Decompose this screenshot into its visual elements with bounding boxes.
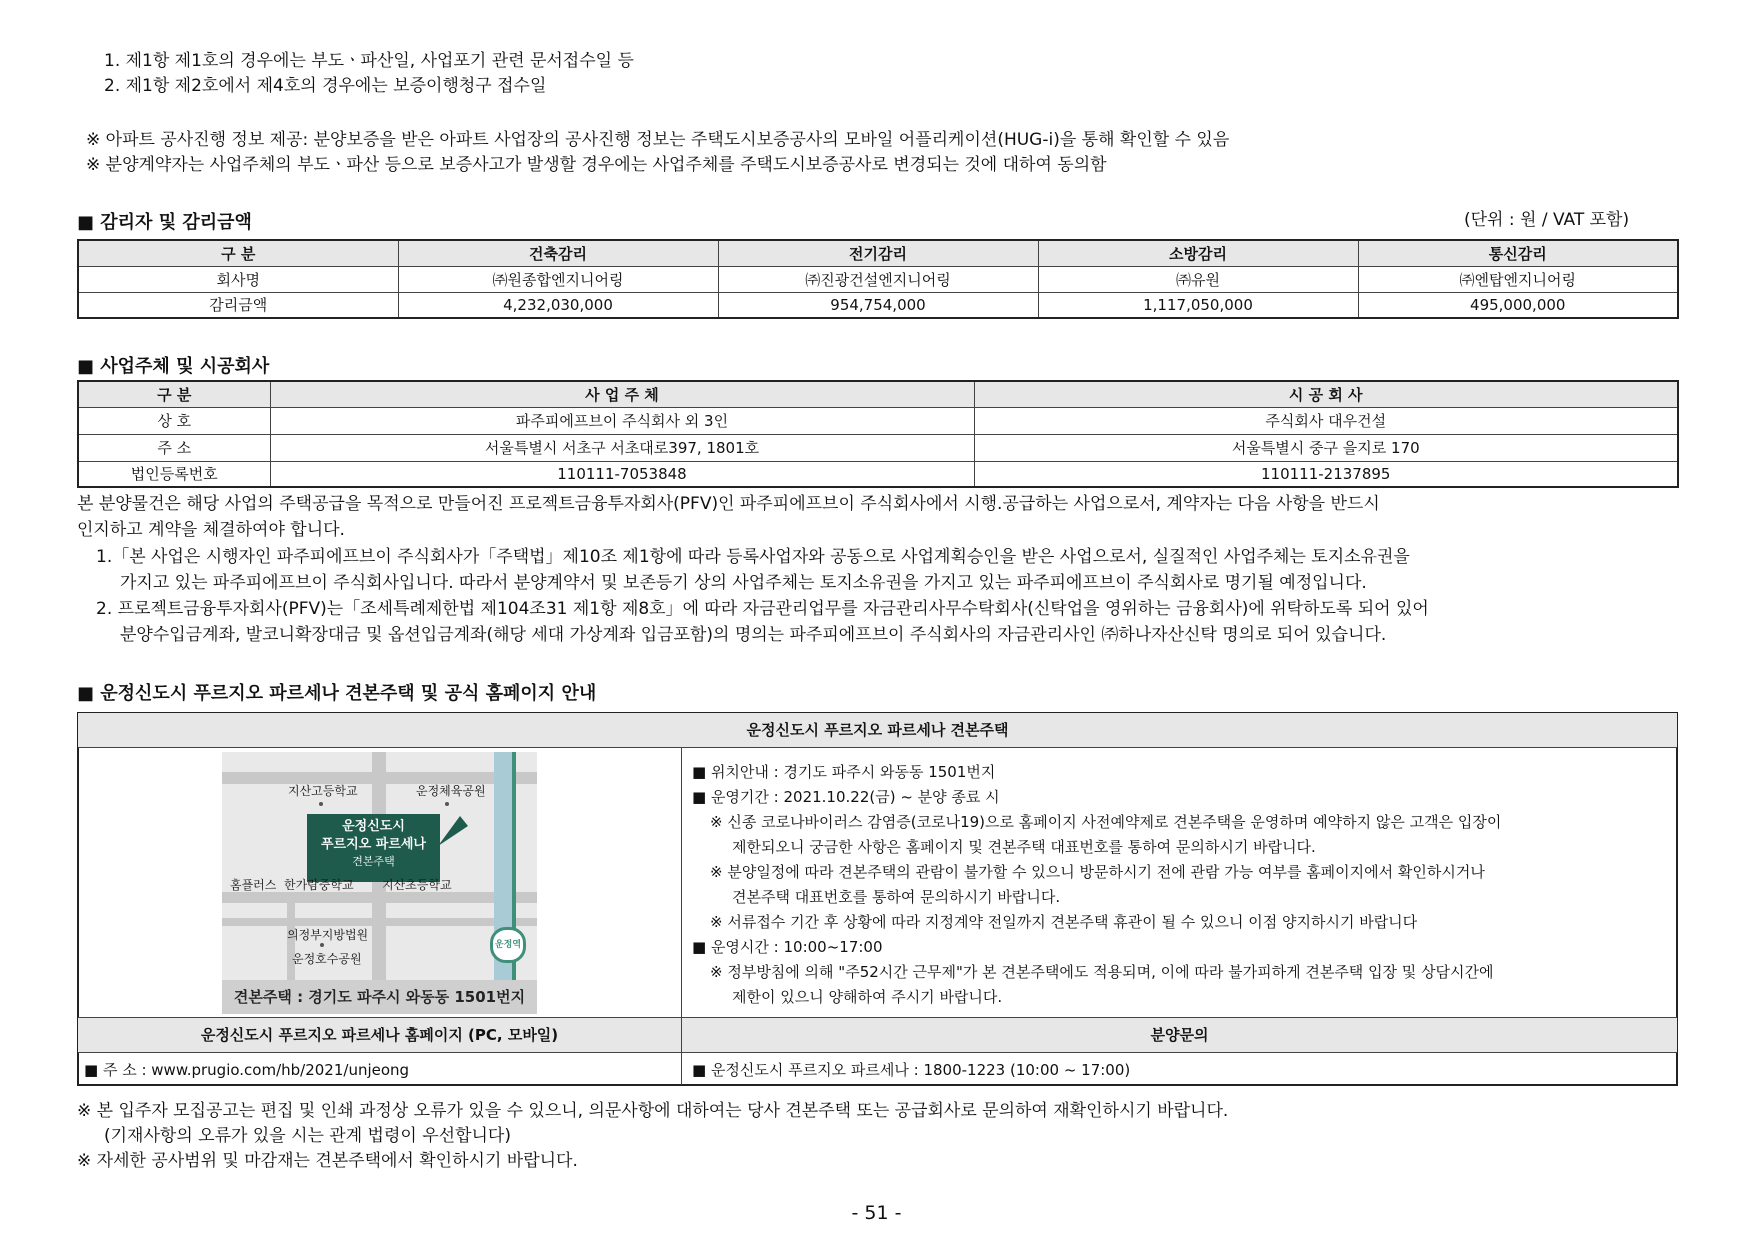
table-cell: ㈜진광건설엔지니어링 [718,266,1038,292]
table-cell: 110111-2137895 [974,461,1678,487]
map-address: 견본주택 : 경기도 파주시 와동동 1501번지 [222,980,537,1014]
table-cell: 주식회사 대우건설 [974,407,1678,434]
station-icon: 운정역 [490,927,526,963]
map-dot [319,802,323,806]
table-cell: ㈜엔탑엔지니어링 [1358,266,1678,292]
business-table [77,380,1679,488]
page-number: - 51 - [851,1202,902,1224]
site-label-line2: 푸르지오 파르세나 [321,837,426,852]
supervision-unit: (단위 : 원 / VAT 포함) [1464,210,1630,230]
top-note-2: ※ 분양계약자는 사업주체의 부도ㆍ파산 등으로 보증사고가 발생할 경우에는 사업주체를 주택도시보증공사로 변경되는 것에 대하여 동의함 [86,155,1107,175]
supervision-table [77,239,1679,319]
info-note-4: ※ 정부방침에 의해 "주52시간 근무제"가 본 견본주택에도 적용되며, 이에 따라 불가피하게 견본주택 입장 및 상담시간에 [710,963,1494,981]
table-row [78,434,1678,461]
bottom-note-2: ※ 자세한 공사범위 및 마감재는 견본주택에서 확인하시기 바랍니다. [77,1151,578,1171]
top-list-item-1: 1. 제1항 제1호의 경우에는 부도ㆍ파산일, 사업포기 관련 문서접수일 등 [104,51,634,71]
info-note-1: ※ 신종 코로나바이러스 감염증(코로나19)으로 홈페이지 사전예약제로 견본주택을 운영하며 예약하지 않은 고객은 입장이 [710,813,1502,831]
table-cell: 서울특별시 서초구 서초대로397, 1801호 [270,434,974,461]
map-dot [445,802,449,806]
homepage-header: 운정신도시 푸르지오 파르세나 홈페이지 (PC, 모바일) [78,1018,681,1052]
business-header-cell: 시 공 회 사 [974,381,1678,407]
info-note-1-cont: 제한되오니 궁금한 사항은 홈페이지 및 견본주택 대표번호를 통하여 문의하시기 바랍니다. [732,838,1316,856]
info-location: ■ 위치안내 : 경기도 파주시 와동동 1501번지 [692,763,996,781]
homepage-url[interactable]: ■ 주 소 : www.prugio.com/hb/2021/unjeong [84,1061,410,1079]
inquiry-header: 분양문의 [682,1018,1677,1052]
map-label-court: 의정부지방법원 [287,928,369,942]
table-cell: 954,754,000 [718,292,1038,318]
info-note-2-cont: 견본주택 대표번호를 통하여 문의하시기 바랍니다. [732,888,1061,906]
table-cell: ㈜유원 [1038,266,1358,292]
table-row [78,407,1678,434]
table-cell: 상 호 [78,407,270,434]
table-cell: 4,232,030,000 [398,292,718,318]
bottom-note-1: ※ 본 입주자 모집공고는 편집 및 인쇄 과정상 오류가 있을 수 있으니, 의문사항에 대하여는 당사 견본주택 또는 공급회사로 문의하여 재확인하시기 바랍니다. [77,1101,1229,1121]
table-cell: 495,000,000 [1358,292,1678,318]
map-label-park2: 운정호수공원 [292,952,362,966]
table-cell: ㈜원종합엔지니어링 [398,266,718,292]
divider [78,1052,1677,1053]
info-note-4-cont: 제한이 있으니 양해하여 주시기 바랍니다. [732,988,1003,1006]
business-paragraph-line-2: 인지하고 계약을 체결하여야 합니다. [77,520,345,540]
location-map [222,752,537,1014]
map-dot [320,943,324,947]
business-item-2-line-2: 분양수입금계좌, 발코니확장대금 및 옵션입금계좌(해당 세대 가상계좌 입금포함)의 명의는 파주피에프브이 주식회사의 자금관리사인 ㈜하나자산신탁 명의로 되어 있습니다. [120,625,1387,645]
business-item-1-line-2: 가지고 있는 파주피에프브이 주식회사입니다. 따라서 분양계약서 및 보존등기 상의 사업주체는 토지소유권을 가지고 있는 파주피에프브이 주식회사로 명기될 예정입니다. [120,573,1367,593]
model-house-heading: ■ 운정신도시 푸르지오 파르세나 견본주택 및 공식 홈페이지 안내 [77,683,597,704]
business-header-cell: 구 분 [78,381,270,407]
table-cell: 회사명 [78,266,398,292]
supervision-header-cell: 구 분 [78,240,398,266]
business-heading: ■ 사업주체 및 시공회사 [77,356,270,377]
business-header-cell: 사 업 주 체 [270,381,974,407]
supervision-heading: ■ 감리자 및 감리금액 [77,212,252,233]
info-period: ■ 운영기간 : 2021.10.22(금) ~ 분양 종료 시 [692,788,1000,806]
table-row [78,266,1678,292]
model-house-title: 운정신도시 푸르지오 파르세나 견본주택 [78,713,1677,748]
table-cell: 법인등록번호 [78,461,270,487]
table-cell: 주 소 [78,434,270,461]
inquiry-phone: ■ 운정신도시 푸르지오 파르세나 : 1800-1223 (10:00 ~ 17:00) [692,1061,1131,1079]
table-cell: 1,117,050,000 [1038,292,1358,318]
map-label-school3: 지산초등학교 [382,878,452,892]
info-note-3: ※ 서류접수 기간 후 상황에 따라 지정계약 전일까지 견본주택 휴관이 될 수 있으니 이점 양지하시기 바랍니다 [710,913,1418,931]
supervision-header-cell: 전기감리 [718,240,1038,266]
site-label-line3: 견본주택 [352,855,395,868]
info-note-2: ※ 분양일정에 따라 견본주택의 관람이 불가할 수 있으니 방문하시기 전에 관람 가능 여부를 홈페이지에서 확인하시거나 [710,863,1485,881]
table-cell: 110111-7053848 [270,461,974,487]
site-marker [307,814,440,882]
business-item-2-line-1: 2. 프로젝트금융투자회사(PFV)는「조세특례제한법 제104조31 제1항 제8호」에 따라 자금관리업무를 자금관리사무수탁회사(신탁업을 영위하는 금융회사)에 위탁하도록 되어 있어 [96,599,1429,619]
info-hours: ■ 운영시간 : 10:00~17:00 [692,938,883,956]
site-pointer-icon [432,812,472,852]
business-paragraph-line-1: 본 분양물건은 해당 사업의 주택공급을 목적으로 만들어진 프로젝트금융투자회사(PFV)인 파주피에프브이 주식회사에서 시행.공급하는 사업으로서, 계약자는 다음 사항을 반드시 [77,494,1380,514]
table-cell: 파주피에프브이 주식회사 외 3인 [270,407,974,434]
business-item-1-line-1: 1.「본 사업은 시행자인 파주피에프브이 주식회사가「주택법」제10조 제1항에 따라 등록사업자와 공동으로 사업계획승인을 받은 사업으로서, 실질적인 사업주체는 토지소유권을 [96,547,1410,567]
map-label-school1: 지산고등학교 [288,784,358,798]
top-list-item-2: 2. 제1항 제2호에서 제4호의 경우에는 보증이행청구 접수일 [104,76,547,96]
map-label-school2: 한가람중학교 [284,878,354,892]
supervision-header-cell: 통신감리 [1358,240,1678,266]
map-label-park1: 운정체육공원 [416,784,486,798]
table-row [78,292,1678,318]
table-cell: 감리금액 [78,292,398,318]
supervision-header-cell: 소방감리 [1038,240,1358,266]
table-cell: 서울특별시 중구 을지로 170 [974,434,1678,461]
bottom-note-1-cont: (기재사항의 오류가 있을 시는 관계 법령이 우선합니다) [104,1126,511,1146]
site-label-line1: 운정신도시 [342,819,405,834]
map-label-homeplus: 홈플러스 [230,878,277,892]
top-note-1: ※ 아파트 공사진행 정보 제공: 분양보증을 받은 아파트 사업장의 공사진행 정보는 주택도시보증공사의 모바일 어플리케이션(HUG-i)을 통해 확인할 수 있음 [86,130,1230,150]
supervision-header-cell: 건축감리 [398,240,718,266]
table-row [78,461,1678,487]
